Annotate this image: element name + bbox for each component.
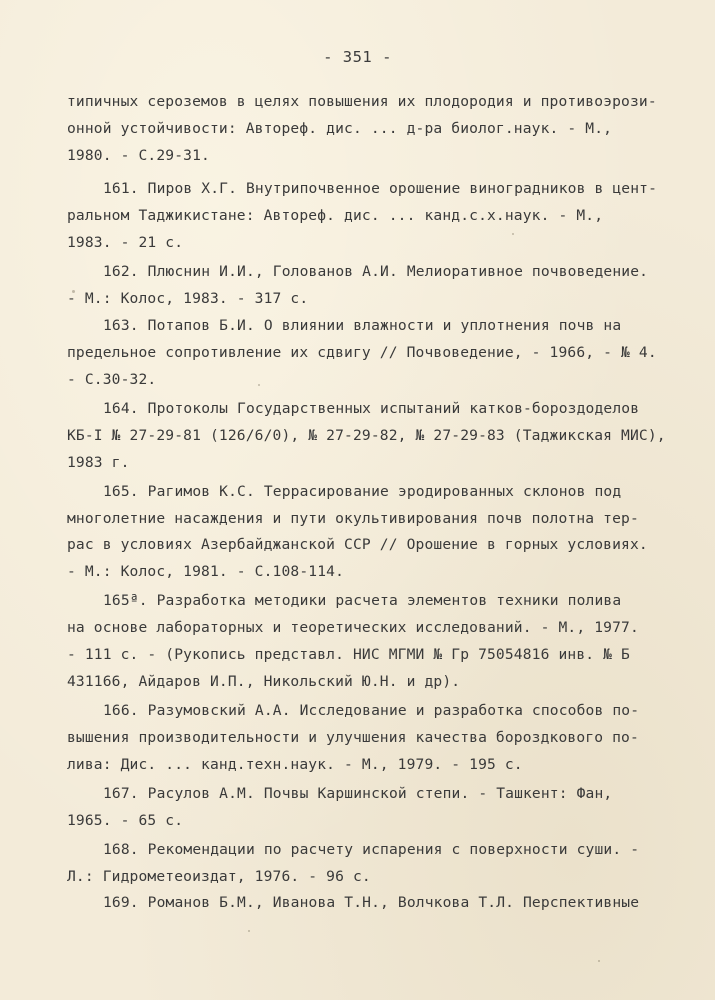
entry-167-start: 167. Расулов А.М. Почвы Каршинской степи. - Ташкент: Фан, xyxy=(103,785,613,802)
text-line: - М.: Колос, 1983. - 317 с. xyxy=(67,290,309,307)
text-line: типичных сероземов в целях повышения их плодородия и противоэрози- xyxy=(67,93,657,110)
page-number: - 351 - xyxy=(323,48,392,66)
text-line: предельное сопротивление их сдвигу // Почвоведение, - 1966, - № 4. xyxy=(67,344,657,361)
text-line: ральном Таджикистане: Автореф. дис. ... канд.с.х.наук. - М., xyxy=(67,207,604,224)
entry-163-start: 163. Потапов Б.И. О влиянии влажности и уплотнения почв на xyxy=(103,317,622,334)
text-line: 1983 г. xyxy=(67,454,130,471)
text-line: 1980. - С.29-31. xyxy=(67,147,210,164)
text-line: 431166, Айдаров И.П., Никольский Ю.Н. и др). xyxy=(67,673,461,690)
paper-speck xyxy=(258,384,260,386)
paper-speck xyxy=(72,290,75,293)
text-line: 1965. - 65 с. xyxy=(67,812,184,829)
entry-162-start: 162. Плюснин И.И., Голованов А.И. Мелиоративное почвоведение. xyxy=(103,263,649,280)
text-line: вышения производительности и улучшения качества бороздкового по- xyxy=(67,729,639,746)
text-line: многолетние насаждения и пути окультивирования почв полотна тер- xyxy=(67,510,639,527)
text-line: - 111 с. - (Рукопись представл. НИС МГМИ № Гр 75054816 инв. № Б xyxy=(67,646,630,663)
paper-speck xyxy=(512,233,514,235)
text-line: на основе лабораторных и теоретических исследований. - М., 1977. xyxy=(67,619,639,636)
entry-165-start: 165. Рагимов К.С. Террасирование эродированных склонов под xyxy=(103,483,622,500)
text-line: рас в условиях Азербайджанской ССР // Орошение в горных условиях. xyxy=(67,536,648,553)
text-line: онной устойчивости: Автореф. дис. ... д-ра биолог.наук. - М., xyxy=(67,120,613,137)
text-line: лива: Дис. ... канд.техн.наук. - М., 1979. - 195 с. xyxy=(67,756,523,773)
entry-165a-start: 165ª. Разработка методики расчета элементов техники полива xyxy=(103,592,622,609)
paper-speck xyxy=(248,930,250,932)
paper-speck xyxy=(598,960,600,962)
text-line: КБ-I № 27-29-81 (126/6/0), № 27-29-82, № 27-29-83 (Таджикская МИС), xyxy=(67,427,666,444)
text-line: Л.: Гидрометеоиздат, 1976. - 96 с. xyxy=(67,868,371,885)
text-line: - С.30-32. xyxy=(67,371,157,388)
entry-168-start: 168. Рекомендации по расчету испарения с поверхности суши. - xyxy=(103,841,640,858)
entry-166-start: 166. Разумовский А.А. Исследование и разработка способов по- xyxy=(103,702,640,719)
entry-164-start: 164. Протоколы Государственных испытаний катков-бороздоделов xyxy=(103,400,640,417)
text-line: 1983. - 21 с. xyxy=(67,234,184,251)
entry-169-start: 169. Романов Б.М., Иванова Т.Н., Волчкова Т.Л. Перспективные xyxy=(103,894,640,911)
entry-161-start: 161. Пиров Х.Г. Внутрипочвенное орошение виноградников в цент- xyxy=(103,180,658,197)
text-line: - М.: Колос, 1981. - С.108-114. xyxy=(67,563,345,580)
